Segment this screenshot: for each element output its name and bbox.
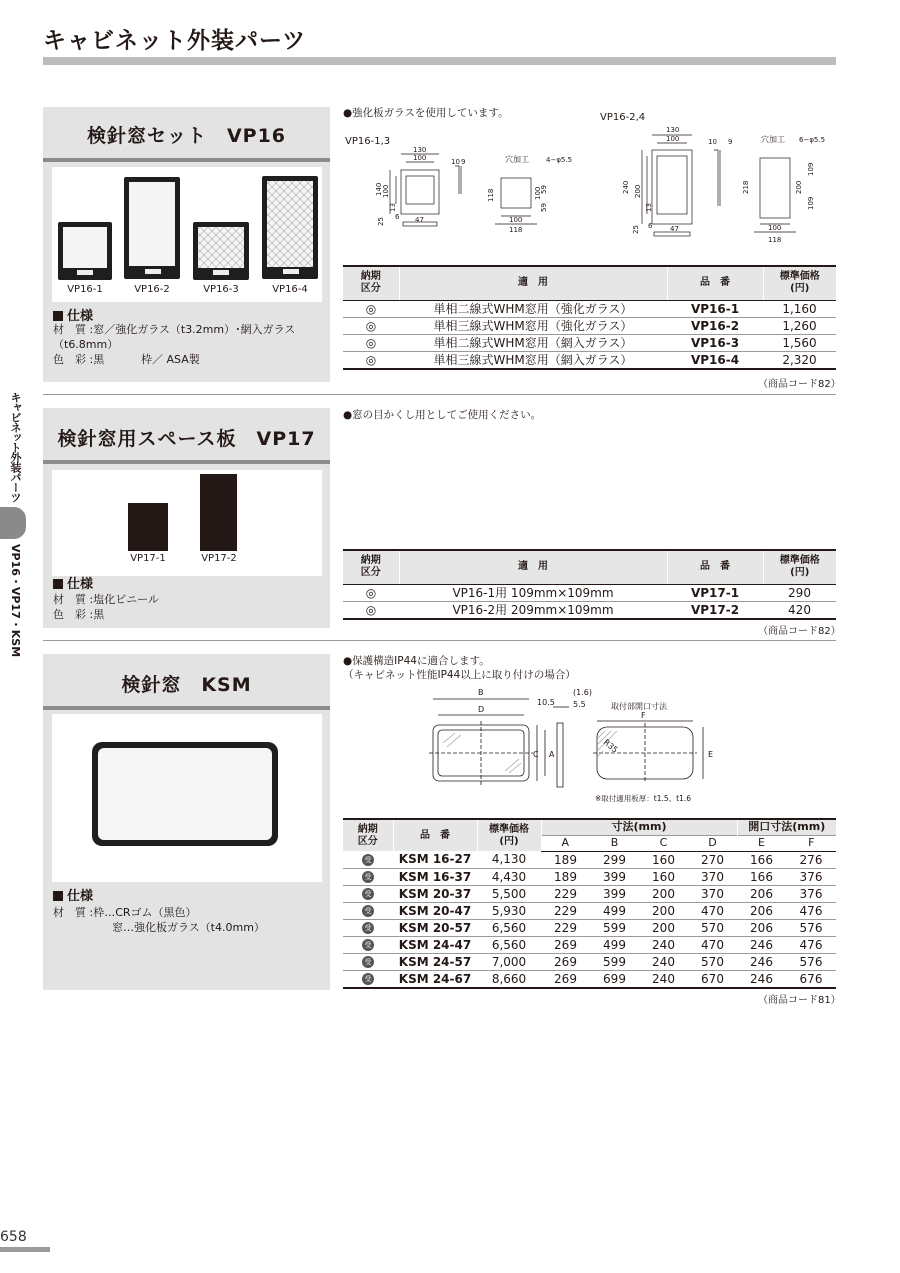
- delivery-mark: ◎: [343, 584, 399, 601]
- dim-b-cell: 599: [590, 919, 639, 936]
- ksm-dimension-drawing: [425, 683, 715, 808]
- vp16-1-window-shape: [58, 222, 112, 280]
- use-cell: 単相三線式WHM窓用（網入ガラス）: [399, 351, 667, 369]
- column-header: 適 用: [399, 550, 667, 584]
- dim-b-cell: 299: [590, 851, 639, 868]
- table-row: [343, 584, 836, 601]
- column-header: 標準価格 (円): [477, 819, 541, 851]
- dim-label: 200: [795, 180, 803, 194]
- subcolumn-header: A: [541, 835, 590, 851]
- dim-label: 240: [622, 180, 630, 194]
- vp16-1-3-drawing: [343, 120, 583, 260]
- opening-e-cell: 166: [737, 851, 786, 868]
- dim-c-cell: 240: [639, 970, 688, 988]
- vp17-heading-rule: [43, 460, 330, 464]
- opening-f-cell: 476: [786, 936, 836, 953]
- vp16-heading-rule: [43, 158, 330, 162]
- code-cell: KSM 20-57: [393, 919, 477, 936]
- vp17-spec-material: 材 質 :塩化ビニール: [53, 593, 159, 606]
- code-cell: KSM 24-47: [393, 936, 477, 953]
- table-row: [343, 300, 836, 317]
- price-cell: 5,930: [477, 902, 541, 919]
- dim-label: 9: [461, 158, 466, 166]
- price-cell: 1,160: [763, 300, 836, 317]
- bullet-square-icon: [53, 891, 63, 901]
- dim-label: 100: [768, 224, 782, 232]
- opening-e-cell: 246: [737, 936, 786, 953]
- made-to-order-icon: 受: [362, 922, 374, 934]
- vp16-3-window-shape: [193, 222, 249, 280]
- vp17-code-note: （商品コード82）: [758, 626, 841, 637]
- table-row: [343, 902, 836, 919]
- dim-label: 218: [742, 180, 750, 194]
- dim-label: 10: [451, 158, 460, 166]
- made-to-order-icon: 受: [362, 973, 374, 985]
- bullet-square-icon: [53, 579, 63, 589]
- use-cell: 単相三線式WHM窓用（強化ガラス）: [399, 317, 667, 334]
- side-index-tab: [0, 507, 26, 539]
- table-row: [343, 936, 836, 953]
- vp16-4-caption: VP16-4: [272, 284, 308, 295]
- dim-d-cell: 570: [688, 953, 737, 970]
- drawing-title: VP16-2,4: [600, 112, 646, 123]
- page-number: 658: [0, 1229, 27, 1245]
- dim-a-cell: 269: [541, 953, 590, 970]
- table-row: [343, 601, 836, 619]
- dim-a-cell: 269: [541, 936, 590, 953]
- use-cell: VP16-1用 109mm×109mm: [399, 584, 667, 601]
- price-cell: 1,260: [763, 317, 836, 334]
- subcolumn-header: D: [688, 835, 737, 851]
- dim-label: F: [641, 711, 646, 720]
- code-cell: KSM 16-27: [393, 851, 477, 868]
- dim-label: E: [708, 750, 714, 759]
- vp17-panel: [43, 408, 330, 628]
- opening-f-cell: 276: [786, 851, 836, 868]
- dim-label: 25: [377, 217, 385, 226]
- table-row: [343, 334, 836, 351]
- dim-label: 200: [634, 184, 642, 198]
- vp16-1-caption: VP16-1: [67, 284, 103, 295]
- table-row: [343, 351, 836, 369]
- price-cell: 5,500: [477, 885, 541, 902]
- vp16-product-photo: [52, 167, 322, 302]
- dim-c-cell: 200: [639, 919, 688, 936]
- ksm-panel: [43, 654, 330, 990]
- vp17-product-photo: [52, 470, 322, 576]
- dim-c-cell: 160: [639, 868, 688, 885]
- dim-label: D: [478, 705, 485, 714]
- vp16-3-caption: VP16-3: [203, 284, 239, 295]
- vp16-2-caption: VP16-2: [134, 284, 170, 295]
- delivery-mark: ◎: [343, 300, 399, 317]
- made-to-order-icon: 受: [362, 905, 374, 917]
- drawing-footnote: ※取付適用板厚：t1.5、t1.6: [595, 794, 692, 803]
- subcolumn-header: E: [737, 835, 786, 851]
- vp16-spec-title: 仕様: [53, 305, 93, 324]
- dim-label: 100: [534, 186, 542, 200]
- column-header: 品 番: [667, 550, 763, 584]
- dim-a-cell: 229: [541, 885, 590, 902]
- vp16-heading: 検針窓セット VP16: [86, 125, 287, 147]
- dim-label: 穴加工: [761, 135, 785, 144]
- dim-c-cell: 200: [639, 902, 688, 919]
- dim-label: 10.5: [537, 698, 555, 707]
- dim-label: 130: [413, 146, 427, 154]
- table-row: [343, 953, 836, 970]
- vp17-spec-title: 仕様: [53, 573, 93, 592]
- price-cell: 420: [763, 601, 836, 619]
- dim-d-cell: 670: [688, 970, 737, 988]
- page-number-rule: [0, 1247, 50, 1252]
- price-cell: 4,130: [477, 851, 541, 868]
- dim-label: 100: [413, 154, 427, 162]
- column-header: 納期 区分: [343, 819, 393, 851]
- column-header: 納期 区分: [343, 266, 399, 300]
- column-header: 納期 区分: [343, 550, 399, 584]
- vp17-heading: 検針窓用スペース板 VP17: [57, 428, 316, 450]
- vp16-2-window-shape: [124, 177, 180, 279]
- opening-f-cell: 376: [786, 885, 836, 902]
- dim-label: 25: [632, 225, 640, 234]
- subcolumn-header: C: [639, 835, 688, 851]
- dim-d-cell: 270: [688, 851, 737, 868]
- table-row: [343, 885, 836, 902]
- table-row: [343, 851, 836, 868]
- vp17-note: ●窓の目かくし用としてご使用ください。: [343, 409, 542, 421]
- dim-b-cell: 499: [590, 936, 639, 953]
- ksm-window-illustration: [52, 714, 322, 882]
- vp16-code-note: （商品コード82）: [758, 379, 841, 390]
- opening-f-cell: 576: [786, 953, 836, 970]
- code-cell: VP17-2: [667, 601, 763, 619]
- section-divider: [43, 394, 836, 395]
- dim-c-cell: 240: [639, 953, 688, 970]
- code-cell: VP16-3: [667, 334, 763, 351]
- opening-e-cell: 246: [737, 970, 786, 988]
- dim-label: 13: [645, 203, 653, 212]
- table-row: [343, 868, 836, 885]
- dim-label: 100: [382, 184, 390, 198]
- made-to-order-icon: 受: [362, 871, 374, 883]
- dim-label: R35: [601, 737, 620, 755]
- ksm-note: ●保護構造IP44に適合します。 （キャビネット性能IP44以上に取り付けの場合）: [343, 655, 576, 681]
- dim-label: A: [549, 750, 555, 759]
- vp16-2-4-drawing: [598, 106, 836, 256]
- dim-b-cell: 399: [590, 868, 639, 885]
- dim-label: (1.6): [573, 688, 592, 697]
- ksm-product-photo: [52, 714, 322, 882]
- dim-label: 109: [807, 162, 815, 176]
- price-cell: 7,000: [477, 953, 541, 970]
- dim-b-cell: 699: [590, 970, 639, 988]
- dim-label: C: [533, 750, 539, 759]
- price-cell: 8,660: [477, 970, 541, 988]
- use-cell: VP16-2用 209mm×109mm: [399, 601, 667, 619]
- made-to-order-icon: 受: [362, 956, 374, 968]
- dim-d-cell: 470: [688, 902, 737, 919]
- section-divider: [43, 640, 836, 641]
- dim-label: 13: [389, 203, 397, 212]
- column-header: 適 用: [399, 266, 667, 300]
- dim-d-cell: 370: [688, 885, 737, 902]
- code-cell: VP16-1: [667, 300, 763, 317]
- table-row: [343, 317, 836, 334]
- column-header: 品 番: [667, 266, 763, 300]
- vp16-price-table: [343, 265, 836, 370]
- delivery-mark: ◎: [343, 334, 399, 351]
- column-header: 標準価格 (円): [763, 266, 836, 300]
- dim-label: 100: [509, 216, 523, 224]
- made-to-order-icon: 受: [362, 888, 374, 900]
- dim-d-cell: 370: [688, 868, 737, 885]
- title-rule: [43, 57, 836, 65]
- vp16-4-window-shape: [262, 176, 318, 279]
- column-header: 標準価格 (円): [763, 550, 836, 584]
- ksm-heading: 検針窓 KSM: [121, 674, 252, 696]
- vp16-spec-material: 材 質 :窓／強化ガラス（t3.2mm）･網入ガラス（t6.8mm） 枠／ ASA製: [53, 323, 296, 366]
- delivery-mark: ◎: [343, 317, 399, 334]
- table-row: [343, 919, 836, 936]
- dim-label: 118: [509, 226, 523, 234]
- dim-label: 47: [415, 216, 424, 224]
- dim-label: 6−φ5.5: [799, 136, 826, 144]
- dim-label: 4−φ5.5: [546, 156, 573, 164]
- side-index-label: キャビネット外装パーツ: [9, 392, 22, 502]
- opening-e-cell: 206: [737, 919, 786, 936]
- dim-c-cell: 200: [639, 885, 688, 902]
- price-cell: 290: [763, 584, 836, 601]
- code-cell: KSM 20-47: [393, 902, 477, 919]
- code-cell: VP16-4: [667, 351, 763, 369]
- price-cell: 1,560: [763, 334, 836, 351]
- use-cell: 単相二線式WHM窓用（強化ガラス）: [399, 300, 667, 317]
- opening-e-cell: 206: [737, 902, 786, 919]
- vp17-1-caption: VP17-1: [130, 553, 166, 564]
- subcolumn-header: F: [786, 835, 836, 851]
- dim-label: 130: [666, 126, 680, 134]
- dim-d-cell: 470: [688, 936, 737, 953]
- dim-label: 10: [708, 138, 717, 146]
- dim-a-cell: 189: [541, 868, 590, 885]
- vp16-panel: [43, 107, 330, 382]
- code-cell: KSM 24-57: [393, 953, 477, 970]
- dim-b-cell: 399: [590, 885, 639, 902]
- dim-a-cell: 269: [541, 970, 590, 988]
- dim-c-cell: 160: [639, 851, 688, 868]
- vp17-1-plate-shape: [128, 503, 168, 551]
- ksm-spec-title: 仕様: [53, 885, 93, 904]
- dim-label: 118: [487, 188, 495, 202]
- ksm-spec-material: 材 質 :枠…CRゴム（黒色） 窓…強化板ガラス（t4.0mm）: [53, 906, 265, 934]
- column-header: 品 番: [393, 819, 477, 851]
- vp17-2-plate-shape: [200, 474, 237, 551]
- dim-c-cell: 240: [639, 936, 688, 953]
- dim-label: 59: [540, 185, 548, 194]
- dim-label: 9: [728, 138, 733, 146]
- dim-label: B: [478, 688, 484, 697]
- code-cell: VP16-2: [667, 317, 763, 334]
- opening-f-cell: 476: [786, 902, 836, 919]
- dim-d-cell: 570: [688, 919, 737, 936]
- opening-e-cell: 246: [737, 953, 786, 970]
- price-cell: 4,430: [477, 868, 541, 885]
- dim-b-cell: 599: [590, 953, 639, 970]
- dim-b-cell: 499: [590, 902, 639, 919]
- dim-label: 109: [807, 196, 815, 210]
- drawing-title: VP16-1,3: [345, 136, 391, 147]
- ksm-price-table: [343, 818, 836, 989]
- code-cell: VP17-1: [667, 584, 763, 601]
- made-to-order-icon: 受: [362, 939, 374, 951]
- code-cell: KSM 24-67: [393, 970, 477, 988]
- opening-f-cell: 676: [786, 970, 836, 988]
- front-view-outline: [429, 699, 703, 787]
- bullet-square-icon: [53, 311, 63, 321]
- price-cell: 6,560: [477, 936, 541, 953]
- opening-f-cell: 376: [786, 868, 836, 885]
- made-to-order-icon: 受: [362, 854, 374, 866]
- opening-e-cell: 166: [737, 868, 786, 885]
- price-cell: 2,320: [763, 351, 836, 369]
- dim-a-cell: 229: [541, 902, 590, 919]
- dim-label: 6: [395, 213, 400, 221]
- front-view-outline: [642, 135, 796, 236]
- dim-label: 穴加工: [505, 155, 529, 164]
- code-cell: KSM 20-37: [393, 885, 477, 902]
- dim-label: 5.5: [573, 700, 586, 709]
- dim-label: 59: [540, 203, 548, 212]
- dim-label: 100: [666, 135, 680, 143]
- opening-f-cell: 576: [786, 919, 836, 936]
- dim-label: 118: [768, 236, 782, 244]
- dim-a-cell: 229: [541, 919, 590, 936]
- ksm-heading-rule: [43, 706, 330, 710]
- dim-label: 140: [375, 182, 383, 196]
- ksm-code-note: （商品コード81）: [758, 995, 841, 1006]
- use-cell: 単相二線式WHM窓用（網入ガラス）: [399, 334, 667, 351]
- column-header: 寸法(mm): [541, 819, 737, 835]
- subcolumn-header: B: [590, 835, 639, 851]
- delivery-mark: ◎: [343, 351, 399, 369]
- code-cell: KSM 16-37: [393, 868, 477, 885]
- opening-e-cell: 206: [737, 885, 786, 902]
- dim-label: 6: [648, 222, 653, 230]
- table-row: [343, 970, 836, 988]
- price-cell: 6,560: [477, 919, 541, 936]
- delivery-mark: ◎: [343, 601, 399, 619]
- vp16-spec-color: 色 彩 :黒: [53, 353, 105, 366]
- dim-a-cell: 189: [541, 851, 590, 868]
- side-index-code: VP16・VP17・KSM: [9, 544, 22, 658]
- vp17-2-caption: VP17-2: [201, 553, 237, 564]
- vp17-spec-color: 色 彩 :黒: [53, 608, 105, 621]
- vp17-price-table: [343, 549, 836, 620]
- column-header: 開口寸法(mm): [737, 819, 836, 835]
- vp16-note: ●強化板ガラスを使用しています。: [343, 107, 509, 119]
- vp16-product-illustration: [52, 167, 322, 302]
- page-title: キャビネット外装パーツ: [43, 28, 307, 54]
- dim-label: 取付部開口寸法: [611, 702, 667, 711]
- dim-label: 47: [670, 225, 679, 233]
